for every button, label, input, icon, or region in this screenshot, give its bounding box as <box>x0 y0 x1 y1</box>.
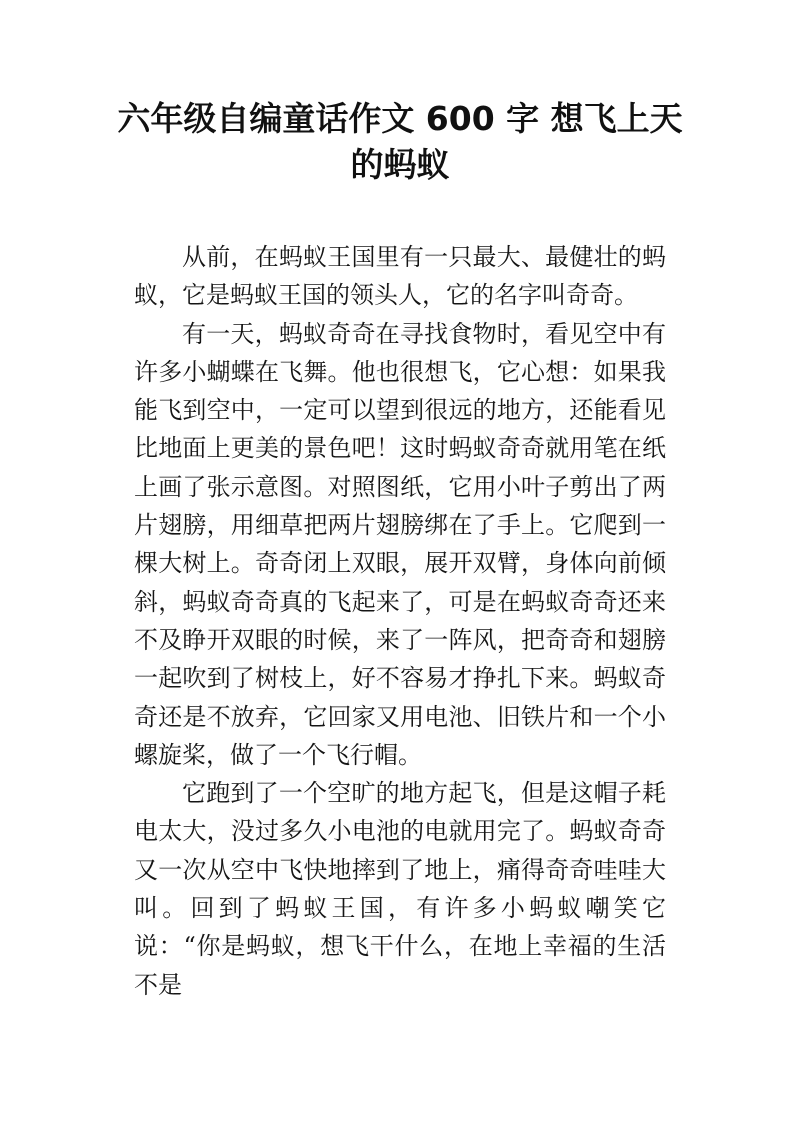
title-line-2: 的蚂蚁 <box>350 145 450 184</box>
document-title <box>100 96 700 188</box>
paragraph-3: 它跑到了一个空旷的地方起飞，但是这帽子耗电太大，没过多久小电池的电就用完了。蚂蚁奇奇又一次从空中飞快地摔到了地上，痛得奇奇哇哇大叫。回到了蚂蚁王国，有许多小蚂蚁嘲笑它说：“你是蚂蚁，想飞干什么，在地上幸福的生活不是 <box>134 779 666 999</box>
paragraph-1: 从前，在蚂蚁王国里有一只最大、最健壮的蚂蚁，它是蚂蚁王国的领头人，它的名字叫奇奇。 <box>134 243 666 310</box>
paragraph-2: 有一天，蚂蚁奇奇在寻找食物时，看见空中有许多小蝴蝶在飞舞。他也很想飞，它心想：如果我能飞到空中，一定可以望到很远的地方，还能看见比地面上更美的景色吧！这时蚂蚁奇奇就用笔在纸上画了张示意图。对照图纸，它用小叶子剪出了两片翅膀，用细草把两片翅膀绑在了手上。它爬到一棵大树上。奇奇闭上双眼，展开双臂，身体向前倾斜，蚂蚁奇奇真的飞起来了，可是在蚂蚁奇奇还来不及睁开双眼的时候，来了一阵风，把奇奇和翅膀一起吹到了树枝上，好不容易才挣扎下来。蚂蚁奇奇还是不放弃，它回家又用电池、旧铁片和一个小螺旋桨，做了一个飞行帽。 <box>134 319 666 769</box>
title-line-1: 六年级自编童话作文 600 字 想飞上天 <box>117 99 683 138</box>
document-body <box>134 238 666 1004</box>
